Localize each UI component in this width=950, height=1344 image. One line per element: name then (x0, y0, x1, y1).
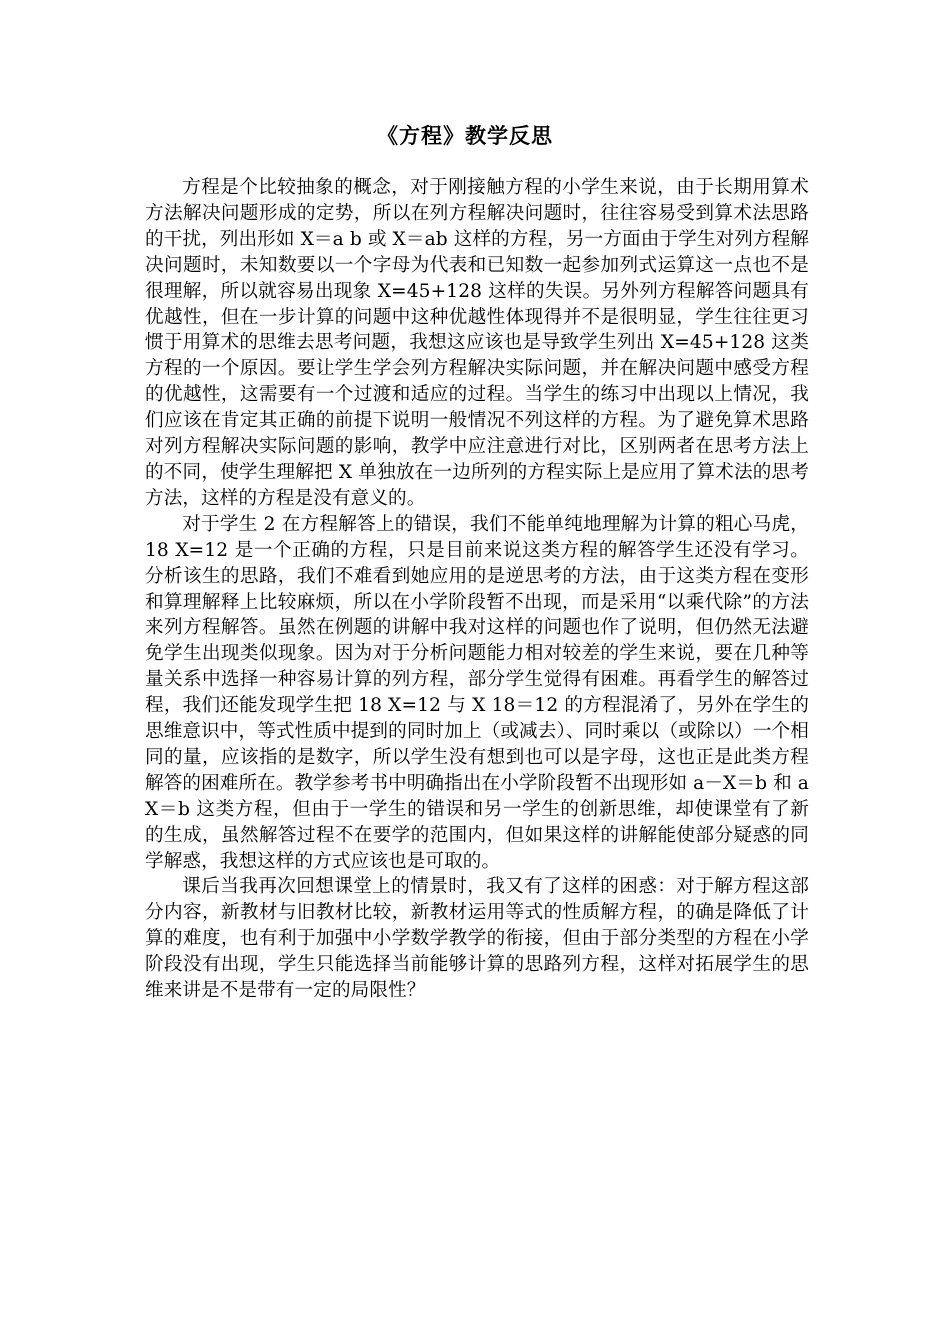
paragraph-2: 对于学生 2 在方程解答上的错误，我们不能单纯地理解为计算的粗心马虎，18 X=12 是一个正确的方程，只是目前来说这类方程的解答学生还没有学习。分析该生的思路，我们不难看到她应用的是逆思考的方法，由于这类方程在变形和算理解释上比较麻烦，所以在小学阶段暂不出现，而是采用“以乘代除”的方法来列方程解答。虽然在例题的讲解中我对这样的问题也作了说明，但仍然无法避免学生出现类似现象。因为对于分析问题能力相对较差的学生来说，要在几种等量关系中选择一种容易计算的列方程，部分学生觉得有困难。再看学生的解答过程，我们还能发现学生把 18 X=12 与 X 18＝12 的方程混淆了，另外在学生的思维意识中，等式性质中提到的同时加上（或减去）、同时乘以（或除以）一个相同的量，应该指的是数字，所以学生没有想到也可以是字母，这也正是此类方程解答的困难所在。教学参考书中明确指出在小学阶段暂不出现形如 a－X＝b 和 a X＝b 这类方程，但由于一学生的错误和另一学生的创新思维，却使课堂有了新的生成，虽然解答过程不在要学的范围内，但如果这样的讲解能使部分疑惑的同学解惑，我想这样的方式应该也是可取的。 (145, 513, 809, 872)
document-body (145, 175, 809, 1004)
document-title: 《方程》教学反思 (377, 124, 553, 148)
paragraph-3: 课后当我再次回想课堂上的情景时，我又有了这样的困惑：对于解方程这部分内容，新教材与旧教材比较，新教材运用等式的性质解方程，的确是降低了计算的难度，也有利于加强中小学数学教学的衔接，但由于部分类型的方程在小学阶段没有出现，学生只能选择当前能够计算的思路列方程，这样对拓展学生的思维来讲是不是带有一定的局限性？ (145, 876, 809, 1002)
paragraph-1: 方程是个比较抽象的概念，对于刚接触方程的小学生来说，由于长期用算术方法解决问题形成的定势，所以在列方程解决问题时，往往容易受到算术法思路的干扰，列出形如 X＝a b 或 X＝ab 这样的方程，另一方面由于学生对列方程解决问题时，未知数要以一个字母为代表和已知数一起参加列式运算这一点也不是很理解，所以就容易出现象 X=45+128 这样的失误。另外列方程解答问题具有优越性，但在一步计算的问题中这种优越性体现得并不是很明显，学生往往更习惯于用算术的思维去思考问题，我想这应该也是导致学生列出 X=45+128 这类方程的一个原因。要让学生学会列方程解决实际问题，并在解决问题中感受方程的优越性，这需要有一个过渡和适应的过程。当学生的练习中出现以上情况，我们应该在肯定其正确的前提下说明一般情况不列这样的方程。为了避免算术思路对列方程解决实际问题的影响，教学中应注意进行对比，区别两者在思考方法上的不同，使学生理解把 X 单独放在一边所列的方程实际上是应用了算术法的思考方法，这样的方程是没有意义的。 (145, 177, 809, 509)
